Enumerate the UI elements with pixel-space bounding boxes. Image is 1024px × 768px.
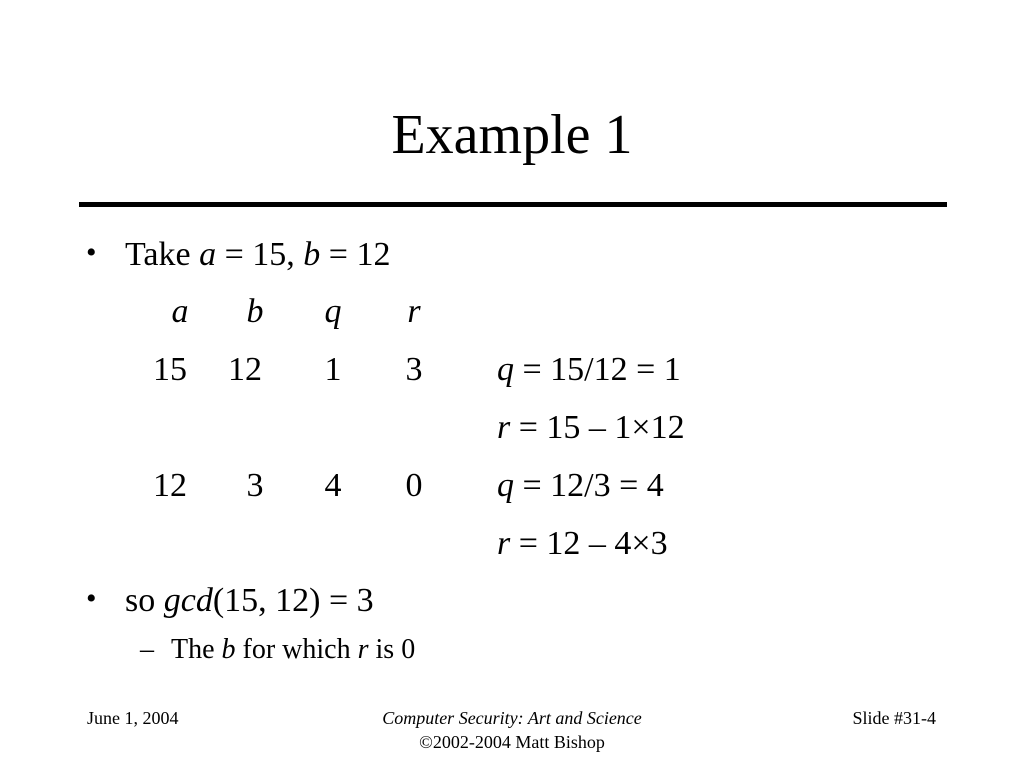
bullet-glyph: • <box>86 582 97 615</box>
table-header-a <box>150 292 210 332</box>
sub-bullet-dash: – <box>140 634 154 665</box>
table-cell: 4 <box>324 467 342 504</box>
var-b: b <box>303 236 321 273</box>
note-r-second <box>497 524 668 564</box>
note-expr: = 12 – 4×3 <box>510 525 668 562</box>
bullet-glyph: • <box>86 236 97 269</box>
text-segment: is 0 <box>368 634 416 665</box>
table-cell: 1 <box>324 351 342 388</box>
sub-bullet-text <box>171 633 415 667</box>
var-a: a <box>199 236 217 273</box>
var-r: r <box>357 634 369 665</box>
table-cell: 3 <box>246 467 264 504</box>
header-label: a <box>171 293 189 330</box>
header-label: b <box>246 293 264 330</box>
bullet-gcd-result <box>125 581 374 621</box>
note-q-second <box>497 466 664 506</box>
slide-title: Example 1 <box>391 104 633 166</box>
note-var: r <box>497 409 511 446</box>
table-cell: 15 <box>153 351 187 388</box>
table-header-b <box>225 292 285 332</box>
text-segment: The <box>171 634 222 665</box>
note-expr: = 15/12 = 1 <box>514 351 681 388</box>
table-cell: 0 <box>405 467 423 504</box>
text-segment: = 15, <box>216 236 304 273</box>
var-b: b <box>221 634 236 665</box>
title-divider <box>79 202 947 207</box>
header-label: q <box>324 293 342 330</box>
table-cell: 3 <box>405 351 423 388</box>
header-label: r <box>407 293 421 330</box>
note-var: q <box>497 467 514 504</box>
table-cell: 12 <box>153 467 187 504</box>
note-var: q <box>497 351 514 388</box>
table-cell: 12 <box>228 351 262 388</box>
footer-copyright: ©2002-2004 Matt Bishop <box>419 732 605 752</box>
bullet-take-values <box>125 235 390 275</box>
text-segment: = 12 <box>320 236 391 273</box>
text-segment: so <box>125 582 164 619</box>
note-var: r <box>497 525 511 562</box>
gcd-function: gcd <box>163 582 213 619</box>
table-header-q <box>303 292 363 332</box>
note-expr: = 15 – 1×12 <box>510 409 685 446</box>
text-segment: (15, 12) = 3 <box>212 582 374 619</box>
table-header-r <box>384 292 444 332</box>
footer-course-title: Computer Security: Art and Science <box>382 708 642 728</box>
note-expr: = 12/3 = 4 <box>514 467 664 504</box>
note-r-first <box>497 408 685 448</box>
footer-slide-number: Slide #31-4 <box>852 708 936 728</box>
text-segment: Take <box>125 236 200 273</box>
note-q-first <box>497 350 681 390</box>
footer-date: June 1, 2004 <box>87 708 179 728</box>
text-segment: for which <box>235 634 358 665</box>
